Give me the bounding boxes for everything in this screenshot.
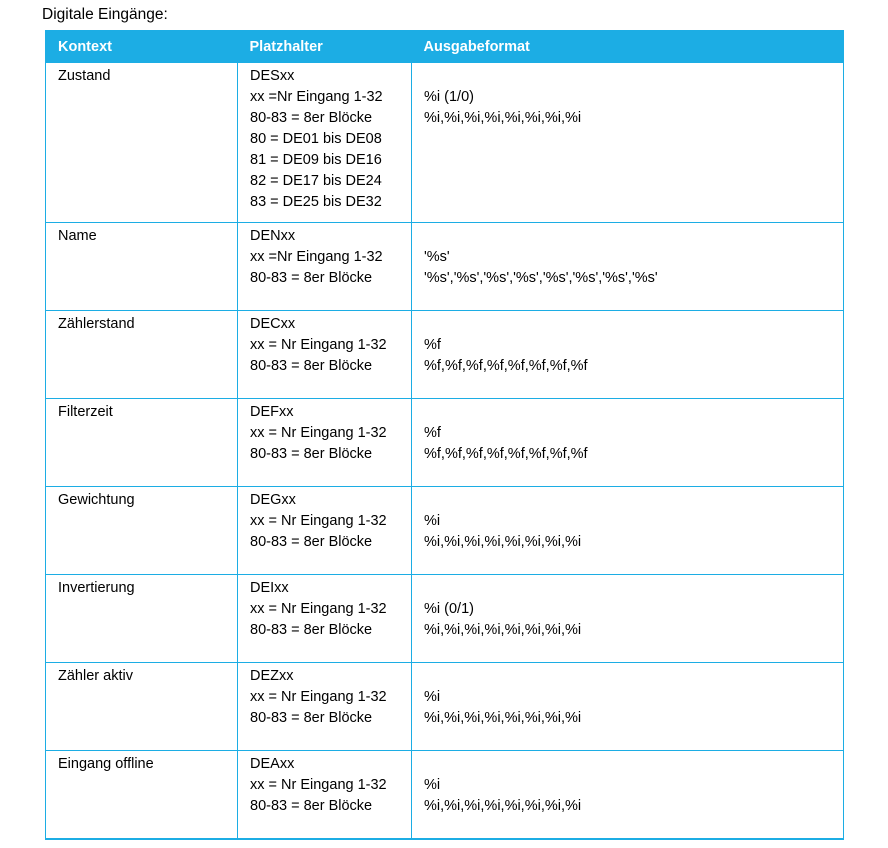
platzhalter-cell	[238, 223, 412, 311]
digital-inputs-table	[45, 30, 844, 840]
cell-line: %i (1/0)	[424, 89, 474, 105]
cell-line: %i,%i,%i,%i,%i,%i,%i,%i	[424, 534, 582, 550]
kontext-cell: Filterzeit	[46, 399, 238, 487]
kontext-cell: Zustand	[46, 63, 238, 223]
cell-line: %i,%i,%i,%i,%i,%i,%i,%i	[424, 710, 582, 726]
cell-line: xx =Nr Eingang 1-32	[250, 249, 383, 265]
cell-line: 83 = DE25 bis DE32	[250, 194, 382, 210]
table-row	[46, 311, 844, 399]
kontext-cell: Gewichtung	[46, 487, 238, 575]
page-title: Digitale Eingänge:	[42, 6, 168, 23]
cell-line: 80-83 = 8er Blöcke	[250, 710, 373, 726]
table-body	[46, 63, 844, 839]
table-row	[46, 223, 844, 311]
kontext-cell: Eingang offline	[46, 751, 238, 839]
cell-line	[424, 754, 831, 775]
column-header-kontext: Kontext	[46, 31, 238, 63]
cell-line: %i	[424, 689, 441, 705]
cell-line: %i	[424, 513, 441, 529]
cell-line: xx = Nr Eingang 1-32	[250, 601, 387, 617]
ausgabeformat-cell	[412, 663, 844, 751]
platzhalter-cell	[238, 751, 412, 839]
cell-line: %f,%f,%f,%f,%f,%f,%f,%f	[424, 446, 588, 462]
platzhalter-cell	[238, 575, 412, 663]
cell-line: %i,%i,%i,%i,%i,%i,%i,%i	[424, 110, 582, 126]
cell-line: xx = Nr Eingang 1-32	[250, 689, 387, 705]
cell-line: 80-83 = 8er Blöcke	[250, 110, 373, 126]
cell-line: '%s'	[424, 249, 450, 265]
cell-line: DESxx	[250, 68, 295, 84]
ausgabeformat-cell	[412, 223, 844, 311]
ausgabeformat-cell	[412, 63, 844, 223]
kontext-cell: Invertierung	[46, 575, 238, 663]
cell-line: %i,%i,%i,%i,%i,%i,%i,%i	[424, 798, 582, 814]
cell-line: 80-83 = 8er Blöcke	[250, 622, 373, 638]
cell-line: DENxx	[250, 228, 296, 244]
table-row	[46, 663, 844, 751]
cell-line: DEFxx	[250, 404, 294, 420]
cell-line: DEAxx	[250, 756, 295, 772]
platzhalter-cell	[238, 663, 412, 751]
platzhalter-cell	[238, 63, 412, 223]
cell-line: 80-83 = 8er Blöcke	[250, 446, 373, 462]
table-row	[46, 575, 844, 663]
cell-line: 82 = DE17 bis DE24	[250, 173, 382, 189]
cell-line: %f	[424, 425, 441, 441]
ausgabeformat-cell	[412, 399, 844, 487]
cell-line: xx = Nr Eingang 1-32	[250, 513, 387, 529]
ausgabeformat-cell	[412, 487, 844, 575]
cell-line: 80-83 = 8er Blöcke	[250, 270, 373, 286]
cell-line	[424, 578, 831, 599]
kontext-cell: Zählerstand	[46, 311, 238, 399]
table-row	[46, 751, 844, 839]
cell-line	[424, 490, 831, 511]
cell-line: xx = Nr Eingang 1-32	[250, 425, 387, 441]
cell-line: 80 = DE01 bis DE08	[250, 131, 382, 147]
kontext-cell: Zähler aktiv	[46, 663, 238, 751]
cell-line: %i	[424, 777, 441, 793]
cell-line	[424, 226, 831, 247]
cell-line: %i,%i,%i,%i,%i,%i,%i,%i	[424, 622, 582, 638]
cell-line	[424, 66, 831, 87]
ausgabeformat-cell	[412, 311, 844, 399]
cell-line: 80-83 = 8er Blöcke	[250, 534, 373, 550]
cell-line: DECxx	[250, 316, 296, 332]
cell-line: DEIxx	[250, 580, 289, 596]
cell-line: DEGxx	[250, 492, 296, 508]
platzhalter-cell	[238, 399, 412, 487]
cell-line: %f	[424, 337, 441, 353]
table-row	[46, 63, 844, 223]
ausgabeformat-cell	[412, 751, 844, 839]
column-header-platzhalter: Platzhalter	[238, 31, 412, 63]
cell-line: xx =Nr Eingang 1-32	[250, 89, 383, 105]
cell-line	[424, 314, 831, 335]
table-row	[46, 399, 844, 487]
cell-line: 81 = DE09 bis DE16	[250, 152, 382, 168]
ausgabeformat-cell	[412, 575, 844, 663]
cell-line: %f,%f,%f,%f,%f,%f,%f,%f	[424, 358, 588, 374]
cell-line: DEZxx	[250, 668, 294, 684]
cell-line: 80-83 = 8er Blöcke	[250, 798, 373, 814]
cell-line: '%s','%s','%s','%s','%s','%s','%s','%s'	[424, 270, 658, 286]
cell-line: xx = Nr Eingang 1-32	[250, 777, 387, 793]
table-header-row	[46, 31, 844, 63]
cell-line	[424, 666, 831, 687]
cell-line: %i (0/1)	[424, 601, 474, 617]
cell-line: xx = Nr Eingang 1-32	[250, 337, 387, 353]
kontext-cell: Name	[46, 223, 238, 311]
platzhalter-cell	[238, 311, 412, 399]
platzhalter-cell	[238, 487, 412, 575]
cell-line	[424, 402, 831, 423]
cell-line: 80-83 = 8er Blöcke	[250, 358, 373, 374]
column-header-ausgabeformat: Ausgabeformat	[412, 31, 844, 63]
table-row	[46, 487, 844, 575]
